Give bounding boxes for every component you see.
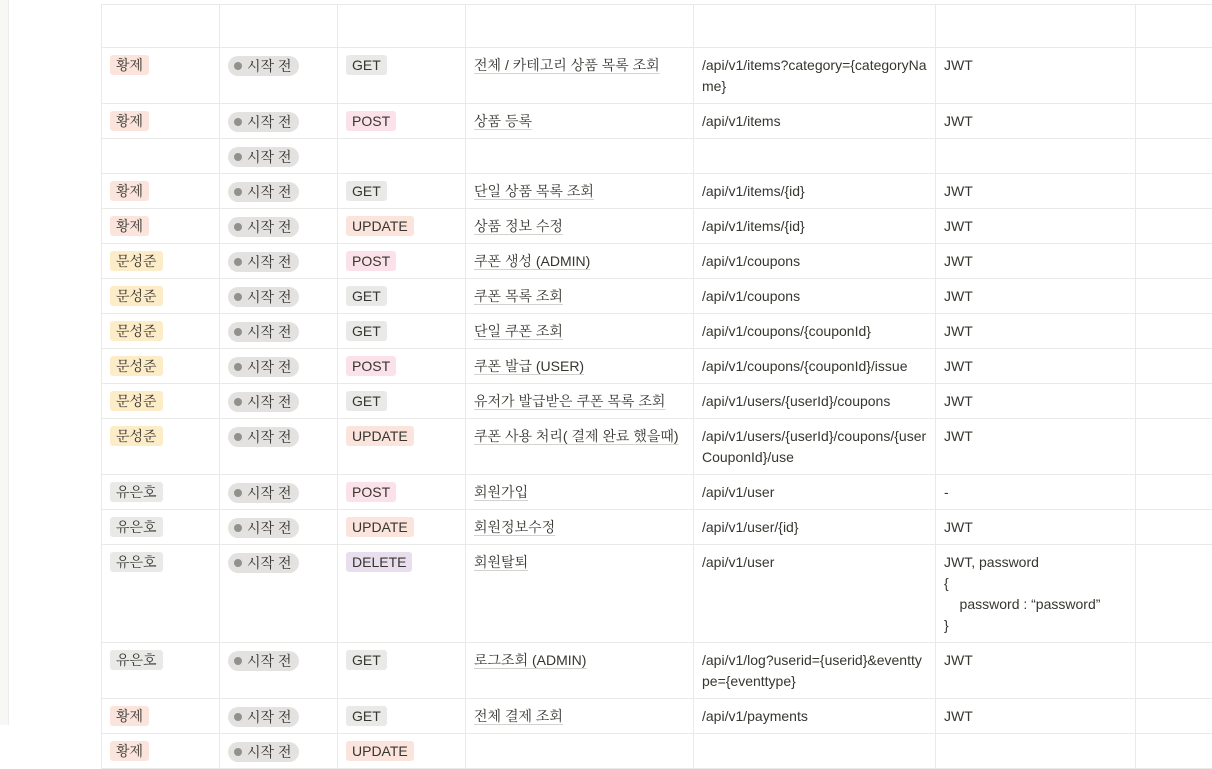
auth-line: JWT <box>944 428 973 444</box>
auth-line: JWT <box>944 708 973 724</box>
url-text: /api/v1/coupons <box>702 288 801 304</box>
api-name-link[interactable]: 로그조회 (ADMIN) <box>474 652 587 668</box>
table-row[interactable] <box>101 209 1212 244</box>
status-cell[interactable] <box>219 699 337 733</box>
table-row[interactable] <box>101 349 1212 384</box>
url-text: /api/v1/log?userid={userid}&eventtype={eventtype} <box>702 652 922 689</box>
method-tag: DELETE <box>346 552 412 572</box>
status-dot-icon <box>234 433 242 441</box>
owner-tag: 유은호 <box>110 517 163 537</box>
auth-cell[interactable] <box>935 510 1135 544</box>
url-text: /api/v1/users/{userId}/coupons <box>702 393 891 409</box>
status-dot-icon <box>234 293 242 301</box>
status-dot-icon <box>234 398 242 406</box>
method-cell[interactable] <box>337 279 465 313</box>
owner-tag: 문성준 <box>110 286 163 306</box>
status-label: 시작 전 <box>247 744 292 760</box>
url-text: /api/v1/user/{id} <box>702 519 799 535</box>
method-tag: UPDATE <box>346 741 414 761</box>
auth-line: } <box>944 617 949 633</box>
method-cell[interactable] <box>337 48 465 103</box>
table-row[interactable] <box>101 419 1212 475</box>
auth-line: JWT <box>944 358 973 374</box>
auth-cell[interactable] <box>935 349 1135 383</box>
auth-cell[interactable] <box>935 545 1135 642</box>
status-dot-icon <box>234 153 242 161</box>
status-dot-icon <box>234 489 242 497</box>
method-cell[interactable] <box>337 244 465 278</box>
status-cell[interactable] <box>219 349 337 383</box>
status-badge <box>228 287 299 307</box>
status-dot-icon <box>234 188 242 196</box>
method-cell[interactable] <box>337 545 465 642</box>
owner-tag: 문성준 <box>110 251 163 271</box>
status-label: 시작 전 <box>247 149 292 165</box>
status-badge <box>228 483 299 503</box>
name-cell[interactable] <box>465 5 693 47</box>
method-cell[interactable] <box>337 5 465 47</box>
status-dot-icon <box>234 223 242 231</box>
status-dot-icon <box>234 559 242 567</box>
owner-cell[interactable] <box>101 510 219 544</box>
auth-line: JWT <box>944 288 973 304</box>
status-label: 시작 전 <box>247 184 292 200</box>
name-cell[interactable] <box>465 244 693 278</box>
method-tag: GET <box>346 391 387 411</box>
api-name-link[interactable]: 상품 정보 수정 <box>474 218 563 234</box>
auth-line: JWT <box>944 57 973 73</box>
status-cell[interactable] <box>219 139 337 173</box>
url-text: /api/v1/items/{id} <box>702 183 805 199</box>
status-badge <box>228 322 299 342</box>
owner-cell[interactable] <box>101 5 219 47</box>
owner-tag: 유은호 <box>110 552 163 572</box>
status-label: 시작 전 <box>247 429 292 445</box>
auth-line: JWT <box>944 253 973 269</box>
url-cell[interactable] <box>693 244 935 278</box>
extra-cell[interactable] <box>1135 5 1212 47</box>
extra-cell[interactable] <box>1135 244 1212 278</box>
method-tag: GET <box>346 181 387 201</box>
status-cell[interactable] <box>219 174 337 208</box>
table-row[interactable] <box>101 48 1212 104</box>
method-tag: UPDATE <box>346 426 414 446</box>
auth-line: JWT <box>944 323 973 339</box>
status-dot-icon <box>234 328 242 336</box>
owner-tag: 문성준 <box>110 426 163 446</box>
extra-cell[interactable] <box>1135 734 1212 768</box>
auth-cell[interactable] <box>935 475 1135 509</box>
status-dot-icon <box>234 258 242 266</box>
table-row[interactable] <box>101 510 1212 545</box>
owner-tag: 황제 <box>110 741 149 761</box>
status-cell[interactable] <box>219 5 337 47</box>
url-cell[interactable] <box>693 48 935 103</box>
method-cell[interactable] <box>337 314 465 348</box>
url-text: /api/v1/coupons/{couponId}/issue <box>702 358 908 374</box>
extra-cell[interactable] <box>1135 349 1212 383</box>
api-name-link[interactable]: 회원가입 <box>474 484 529 500</box>
owner-tag: 문성준 <box>110 356 163 376</box>
owner-cell[interactable] <box>101 475 219 509</box>
auth-cell[interactable] <box>935 244 1135 278</box>
auth-cell[interactable] <box>935 643 1135 698</box>
extra-cell[interactable] <box>1135 314 1212 348</box>
method-tag: POST <box>346 251 396 271</box>
method-tag: GET <box>346 286 387 306</box>
status-cell[interactable] <box>219 209 337 243</box>
method-tag: GET <box>346 650 387 670</box>
table-row[interactable] <box>101 279 1212 314</box>
method-tag: UPDATE <box>346 517 414 537</box>
api-name-link[interactable]: 회원탈퇴 <box>474 554 529 570</box>
left-gutter <box>0 0 9 725</box>
status-label: 시작 전 <box>247 520 292 536</box>
api-name-link[interactable]: 쿠폰 생성 (ADMIN) <box>474 253 591 269</box>
auth-cell[interactable] <box>935 104 1135 138</box>
table-row[interactable] <box>101 139 1212 174</box>
api-name-link[interactable]: 단일 쿠폰 조회 <box>474 323 563 339</box>
owner-tag: 유은호 <box>110 482 163 502</box>
url-cell[interactable] <box>693 104 935 138</box>
owner-cell[interactable] <box>101 48 219 103</box>
method-cell[interactable] <box>337 419 465 474</box>
api-name-link[interactable]: 전체 / 카테고리 상품 목록 조회 <box>474 57 660 73</box>
url-cell[interactable] <box>693 734 935 768</box>
status-badge <box>228 112 299 132</box>
api-spec-table <box>101 4 1212 769</box>
status-badge <box>228 217 299 237</box>
status-label: 시작 전 <box>247 219 292 235</box>
table-row[interactable] <box>101 545 1212 643</box>
owner-cell[interactable] <box>101 419 219 474</box>
status-cell[interactable] <box>219 384 337 418</box>
auth-cell[interactable] <box>935 174 1135 208</box>
name-cell[interactable] <box>465 419 693 474</box>
url-cell[interactable] <box>693 209 935 243</box>
status-badge <box>228 427 299 447</box>
status-badge <box>228 707 299 727</box>
url-cell[interactable] <box>693 545 935 642</box>
extra-cell[interactable] <box>1135 48 1212 103</box>
name-cell[interactable] <box>465 384 693 418</box>
api-name-link[interactable]: 유저가 발급받은 쿠폰 목록 조회 <box>474 393 666 409</box>
auth-cell[interactable] <box>935 734 1135 768</box>
url-cell[interactable] <box>693 419 935 474</box>
name-cell[interactable] <box>465 139 693 173</box>
owner-cell[interactable] <box>101 699 219 733</box>
api-name-link[interactable]: 단일 상품 목록 조회 <box>474 183 594 199</box>
extra-cell[interactable] <box>1135 279 1212 313</box>
owner-tag: 문성준 <box>110 321 163 341</box>
method-tag: UPDATE <box>346 216 414 236</box>
status-cell[interactable] <box>219 314 337 348</box>
url-cell[interactable] <box>693 139 935 173</box>
table-row[interactable] <box>101 734 1212 769</box>
method-tag: POST <box>346 356 396 376</box>
owner-cell[interactable] <box>101 314 219 348</box>
status-dot-icon <box>234 748 242 756</box>
method-cell[interactable] <box>337 699 465 733</box>
table-row[interactable] <box>101 384 1212 419</box>
api-name-link[interactable]: 전체 결제 조회 <box>474 708 563 724</box>
auth-line: { <box>944 575 949 591</box>
method-tag: GET <box>346 55 387 75</box>
extra-cell[interactable] <box>1135 384 1212 418</box>
method-cell[interactable] <box>337 139 465 173</box>
method-cell[interactable] <box>337 475 465 509</box>
table-row[interactable] <box>101 104 1212 139</box>
status-badge <box>228 742 299 762</box>
method-cell[interactable] <box>337 174 465 208</box>
method-tag: POST <box>346 111 396 131</box>
extra-cell[interactable] <box>1135 139 1212 173</box>
auth-cell[interactable] <box>935 699 1135 733</box>
status-cell[interactable] <box>219 104 337 138</box>
owner-cell[interactable] <box>101 384 219 418</box>
method-tag: GET <box>346 321 387 341</box>
table-row[interactable] <box>101 699 1212 734</box>
owner-cell[interactable] <box>101 643 219 698</box>
status-label: 시작 전 <box>247 114 292 130</box>
status-cell[interactable] <box>219 643 337 698</box>
url-cell[interactable] <box>693 314 935 348</box>
url-cell[interactable] <box>693 699 935 733</box>
url-cell[interactable] <box>693 643 935 698</box>
api-name-link[interactable]: 쿠폰 목록 조회 <box>474 288 563 304</box>
status-badge <box>228 56 299 76</box>
name-cell[interactable] <box>465 510 693 544</box>
auth-cell[interactable] <box>935 139 1135 173</box>
status-label: 시작 전 <box>247 555 292 571</box>
status-label: 시작 전 <box>247 709 292 725</box>
name-cell[interactable] <box>465 475 693 509</box>
auth-cell[interactable] <box>935 209 1135 243</box>
auth-cell[interactable] <box>935 314 1135 348</box>
owner-tag: 황제 <box>110 55 149 75</box>
method-cell[interactable] <box>337 349 465 383</box>
status-badge <box>228 147 299 167</box>
extra-cell[interactable] <box>1135 174 1212 208</box>
name-cell[interactable] <box>465 209 693 243</box>
status-cell[interactable] <box>219 475 337 509</box>
url-text: /api/v1/coupons/{couponId} <box>702 323 871 339</box>
owner-tag: 유은호 <box>110 650 163 670</box>
table-row[interactable] <box>101 475 1212 510</box>
status-dot-icon <box>234 62 242 70</box>
auth-cell[interactable] <box>935 5 1135 47</box>
extra-cell[interactable] <box>1135 643 1212 698</box>
owner-cell[interactable] <box>101 139 219 173</box>
method-cell[interactable] <box>337 104 465 138</box>
url-text: /api/v1/payments <box>702 708 808 724</box>
status-label: 시작 전 <box>247 359 292 375</box>
auth-line: JWT <box>944 393 973 409</box>
status-badge <box>228 392 299 412</box>
name-cell[interactable] <box>465 48 693 103</box>
owner-tag: 황제 <box>110 216 149 236</box>
extra-cell[interactable] <box>1135 510 1212 544</box>
auth-cell[interactable] <box>935 279 1135 313</box>
name-cell[interactable] <box>465 545 693 642</box>
extra-cell[interactable] <box>1135 104 1212 138</box>
url-cell[interactable] <box>693 279 935 313</box>
status-badge <box>228 182 299 202</box>
auth-line: JWT <box>944 218 973 234</box>
owner-cell[interactable] <box>101 734 219 768</box>
status-dot-icon <box>234 363 242 371</box>
status-label: 시작 전 <box>247 485 292 501</box>
status-label: 시작 전 <box>247 324 292 340</box>
name-cell[interactable] <box>465 279 693 313</box>
status-label: 시작 전 <box>247 653 292 669</box>
method-tag: GET <box>346 706 387 726</box>
auth-line: JWT <box>944 652 973 668</box>
status-label: 시작 전 <box>247 58 292 74</box>
status-badge <box>228 651 299 671</box>
owner-cell[interactable] <box>101 209 219 243</box>
owner-cell[interactable] <box>101 545 219 642</box>
name-cell[interactable] <box>465 349 693 383</box>
name-cell[interactable] <box>465 734 693 768</box>
url-cell[interactable] <box>693 475 935 509</box>
status-cell[interactable] <box>219 545 337 642</box>
table-row[interactable] <box>101 643 1212 699</box>
extra-cell[interactable] <box>1135 419 1212 474</box>
status-dot-icon <box>234 524 242 532</box>
api-name-link[interactable]: 회원정보수정 <box>474 519 556 535</box>
status-cell[interactable] <box>219 244 337 278</box>
owner-cell[interactable] <box>101 349 219 383</box>
status-dot-icon <box>234 713 242 721</box>
url-text: /api/v1/coupons <box>702 253 801 269</box>
status-badge <box>228 357 299 377</box>
status-badge <box>228 553 299 573</box>
status-label: 시작 전 <box>247 394 292 410</box>
name-cell[interactable] <box>465 643 693 698</box>
status-cell[interactable] <box>219 419 337 474</box>
status-dot-icon <box>234 118 242 126</box>
table-row[interactable] <box>101 174 1212 209</box>
owner-cell[interactable] <box>101 104 219 138</box>
auth-line: JWT, password <box>944 554 1039 570</box>
extra-cell[interactable] <box>1135 209 1212 243</box>
status-cell[interactable] <box>219 510 337 544</box>
owner-tag: 황제 <box>110 111 149 131</box>
status-label: 시작 전 <box>247 289 292 305</box>
auth-line: JWT <box>944 113 973 129</box>
auth-line: - <box>944 484 949 500</box>
url-text: /api/v1/items <box>702 113 781 129</box>
name-cell[interactable] <box>465 104 693 138</box>
table-row[interactable] <box>101 244 1212 279</box>
url-text: /api/v1/items?category={categoryName} <box>702 57 927 94</box>
auth-line: JWT <box>944 183 973 199</box>
url-cell[interactable] <box>693 510 935 544</box>
method-cell[interactable] <box>337 209 465 243</box>
url-text: /api/v1/items/{id} <box>702 218 805 234</box>
auth-cell[interactable] <box>935 384 1135 418</box>
url-cell[interactable] <box>693 5 935 47</box>
name-cell[interactable] <box>465 314 693 348</box>
status-cell[interactable] <box>219 48 337 103</box>
status-badge <box>228 518 299 538</box>
status-dot-icon <box>234 657 242 665</box>
api-name-link[interactable]: 쿠폰 발급 (USER) <box>474 358 585 374</box>
name-cell[interactable] <box>465 699 693 733</box>
name-cell[interactable] <box>465 174 693 208</box>
api-name-link[interactable]: 쿠폰 사용 처리( 결제 완료 했을때) <box>474 428 679 444</box>
url-cell[interactable] <box>693 174 935 208</box>
table-row[interactable] <box>101 314 1212 349</box>
table-row[interactable] <box>101 5 1212 48</box>
owner-tag: 문성준 <box>110 391 163 411</box>
owner-tag: 황제 <box>110 181 149 201</box>
method-cell[interactable] <box>337 734 465 768</box>
url-text: /api/v1/user <box>702 484 775 500</box>
owner-cell[interactable] <box>101 279 219 313</box>
method-tag: POST <box>346 482 396 502</box>
url-text: /api/v1/users/{userId}/coupons/{userCouponId}/use <box>702 428 927 465</box>
owner-cell[interactable] <box>101 174 219 208</box>
status-cell[interactable] <box>219 734 337 768</box>
auth-line: JWT <box>944 519 973 535</box>
method-cell[interactable] <box>337 384 465 418</box>
url-text: /api/v1/user <box>702 554 775 570</box>
url-cell[interactable] <box>693 384 935 418</box>
status-cell[interactable] <box>219 279 337 313</box>
api-name-link[interactable]: 상품 등록 <box>474 113 532 129</box>
status-label: 시작 전 <box>247 254 292 270</box>
extra-cell[interactable] <box>1135 699 1212 733</box>
extra-cell[interactable] <box>1135 475 1212 509</box>
auth-line: password : “password” <box>944 596 1101 612</box>
method-cell[interactable] <box>337 643 465 698</box>
method-cell[interactable] <box>337 510 465 544</box>
auth-cell[interactable] <box>935 419 1135 474</box>
auth-cell[interactable] <box>935 48 1135 103</box>
extra-cell[interactable] <box>1135 545 1212 642</box>
status-badge <box>228 252 299 272</box>
owner-tag: 황제 <box>110 706 149 726</box>
url-cell[interactable] <box>693 349 935 383</box>
owner-cell[interactable] <box>101 244 219 278</box>
